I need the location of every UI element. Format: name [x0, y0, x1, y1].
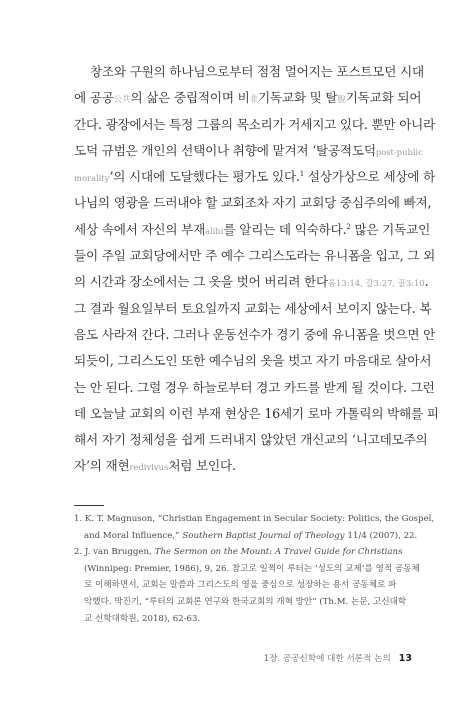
- footnote-divider: [74, 505, 104, 506]
- text-line: 나님의 영광을 드러내야 할 교회조차 자기 교회당 중심주의에 빠져,: [74, 195, 432, 211]
- footnote-2-cont: 로 이해하면서, 교회는 말씀과 그리스도의 영을 중심으로 성장하는 용서 공동체로 파: [84, 580, 397, 591]
- hanja-gloss: 非: [249, 94, 258, 105]
- text-line: 해서 자기 정체성을 쉽게 드러내지 않았던 개신교의 ‘니고데모주의: [74, 432, 428, 448]
- body-paragraph: [74, 59, 439, 480]
- text-line: 세상 속에서 자신의 부재alibi를 알리는 데 익숙하다.$^2$ 많은 기독교인: [74, 221, 431, 237]
- text-line: 자’의 재현redivivus처럼 보인다.: [74, 458, 236, 474]
- page-footer: [264, 652, 412, 664]
- english-gloss: alibi: [205, 225, 224, 236]
- footnote-2-cont: (Winnipeg: Premier, 1986), 9, 26. 참고로 일찍이 루터는 ‘성도의 교제’를 영적 공동체: [84, 563, 420, 574]
- text-line: 의 시간과 장소에서는 그 옷을 벗어 버리려 한다롬13:14, 갈3:27, 골3:10.: [74, 274, 429, 290]
- latin-gloss: redivivus: [129, 462, 169, 473]
- footnote-ref[interactable]: 2: [346, 222, 351, 231]
- scripture-reference: 롬13:14, 갈3:27, 골3:10: [327, 278, 425, 289]
- book-title: The Sermon on the Mount: A Travel Guide for Christians: [154, 547, 403, 558]
- text-line: 들이 주일 교회당에서만 주 예수 그리스도라는 유니폼을 입고, 그 외: [74, 248, 436, 264]
- footnotes: [74, 511, 435, 627]
- text-line: 는 안 된다. 그럴 경우 하늘로부터 경고 카드를 받게 될 것이다. 그런: [74, 379, 435, 395]
- english-gloss: post-public: [375, 146, 423, 157]
- footnote-2-cont: 악했다. 박진기, “루터의 교회론 연구와 한국교회의 개혁 방안” (Th.M. 논문, 고신대학: [84, 596, 407, 607]
- footnote-2: 2. J. van Bruggen, The Sermon on the Mount: A Travel Guide for Christians: [74, 544, 418, 561]
- text-line: 그 결과 월요일부터 토요일까지 교회는 세상에서 보이지 않는다. 복: [74, 300, 432, 316]
- page-number: 13: [398, 653, 412, 664]
- text-line: morality’의 시대에 도달했다는 평가도 있다.$^1$ 설상가상으로 세상에 하: [74, 169, 436, 185]
- text-line: 데 오늘날 교회의 이런 부재 현상은 16세기 로마 가톨릭의 박해를 피: [74, 405, 439, 421]
- text-line: 창조와 구원의 하나님으로부터 점점 멀어지는 포스트모던 시대: [90, 64, 424, 79]
- text-line: 에 공공公共의 삶은 중립적이며 비非기독교화 및 탈脫기독교화 되어: [74, 90, 422, 106]
- journal-title: Southern Baptist Journal of Theology: [182, 530, 345, 541]
- text-line: 간다. 광장에서는 특정 그룹의 목소리가 거세지고 있다. 뿐만 아니라: [74, 116, 436, 132]
- chapter-title: 1장. 공공신학에 대한 서론적 논의: [263, 654, 391, 664]
- hanja-gloss: 脫: [337, 94, 346, 105]
- footnote-1-cont: and Moral Influence,” Southern Baptist Journal of Theology 11/4 (2007), 22.: [74, 528, 418, 545]
- text-line: 음도 사라져 간다. 그러나 운동선수가 경기 중에 유니폼을 벗으면 안: [74, 326, 436, 342]
- hanja-gloss: 公共: [113, 94, 131, 105]
- text-line: 되듯이, 그리스도인 또한 예수님의 옷을 벗고 자기 마음대로 살아서: [74, 353, 432, 369]
- english-gloss: morality: [74, 173, 110, 184]
- footnote-ref[interactable]: 1: [299, 170, 305, 179]
- footnote-2-cont: 교 신학대학원, 2018), 62-63.: [84, 613, 201, 624]
- footnote-1: 1. K. T. Magnuson, “Christian Engagement in Secular Society: Politics, the Gospel,: [74, 514, 435, 524]
- text-line: 도덕 규범은 개인의 선택이나 취향에 맡겨져 ‘탈공적도덕post-public: [74, 142, 423, 158]
